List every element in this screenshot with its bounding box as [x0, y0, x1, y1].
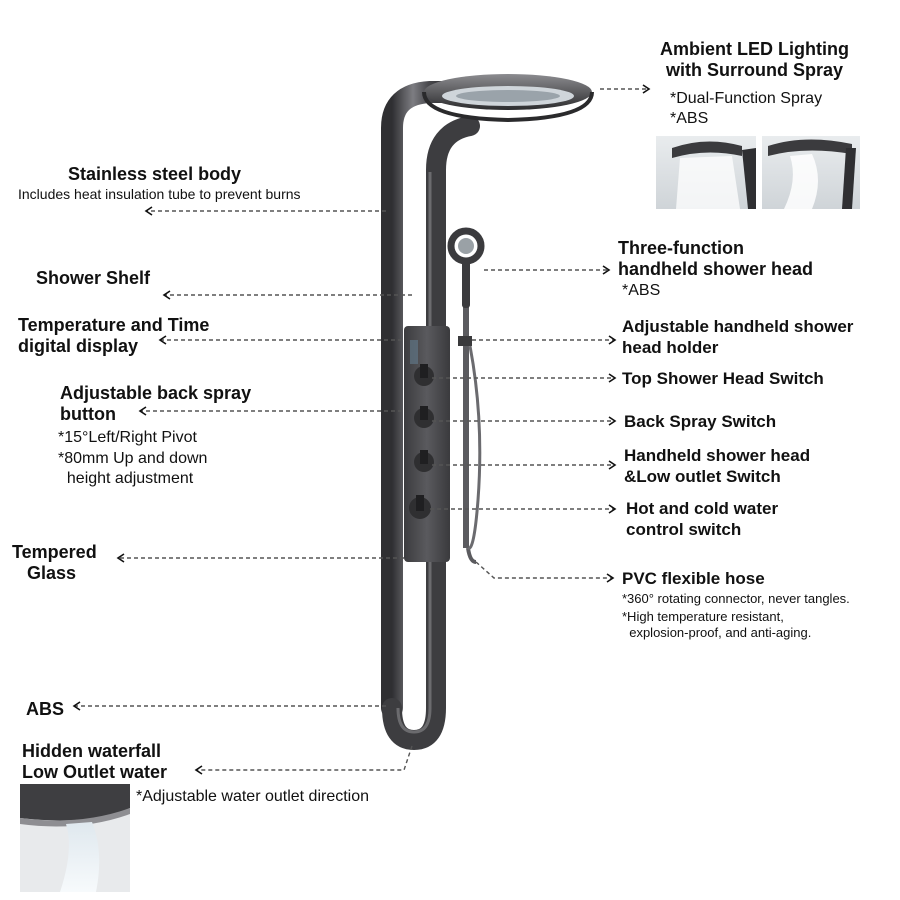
pvc-hose-title: PVC flexible hose — [622, 569, 765, 588]
three-function-head-note: *ABS — [622, 282, 661, 299]
leader-waterfall — [196, 746, 412, 770]
ambient-led-note-2: *ABS — [670, 110, 709, 127]
hose — [468, 548, 476, 562]
shower-shelf-title: Shower Shelf — [36, 268, 151, 288]
ambient-led-note-1: *Dual-Function Spray — [670, 90, 823, 107]
hot-cold-switch-title: Hot and cold water control switch — [626, 499, 779, 539]
waterfall-title: Hidden waterfall Low Outlet water — [22, 741, 168, 782]
handheld-shower-head — [451, 231, 481, 308]
holder-rail — [463, 296, 469, 548]
pvc-hose-note-2: *High temperature resistant, explosion-proof, and anti-aging. — [622, 609, 812, 640]
spray-thumbnail-right — [762, 136, 860, 209]
back-spray-button-note-2: *80mm Up and down height adjustment — [58, 450, 208, 487]
back-spray-button-title: Adjustable back spray button — [60, 383, 252, 424]
top-switch-title: Top Shower Head Switch — [622, 369, 824, 388]
waterfall-note: *Adjustable water outlet direction — [136, 788, 370, 805]
back-spray-button-note-1: *15°Left/Right Pivot — [58, 429, 197, 446]
pvc-hose-note-1: *360° rotating connector, never tangles. — [622, 591, 850, 606]
handheld-low-switch-title: Handheld shower head &Low outlet Switch — [624, 446, 811, 486]
temp-time-display-title: Temperature and Time digital display — [18, 315, 210, 356]
abs-title: ABS — [26, 699, 65, 719]
holder-title: Adjustable handheld shower head holder — [622, 317, 854, 357]
stainless-body-note: Includes heat insulation tube to prevent burns — [18, 186, 301, 202]
waterfall-thumbnail — [20, 784, 130, 892]
stainless-body-title: Stainless steel body — [68, 164, 242, 184]
three-function-head-title: Three-function handheld shower head — [618, 238, 814, 279]
back-spray-switch-title: Back Spray Switch — [624, 412, 777, 431]
spray-thumbnail-left — [656, 136, 756, 209]
digital-display — [410, 340, 418, 364]
leader-pvc-hose — [476, 562, 612, 578]
ambient-led-title: Ambient LED Lighting with Surround Spray — [660, 39, 849, 80]
overhead-shower-head — [424, 74, 592, 120]
tempered-glass-title: Tempered Glass — [12, 542, 97, 583]
